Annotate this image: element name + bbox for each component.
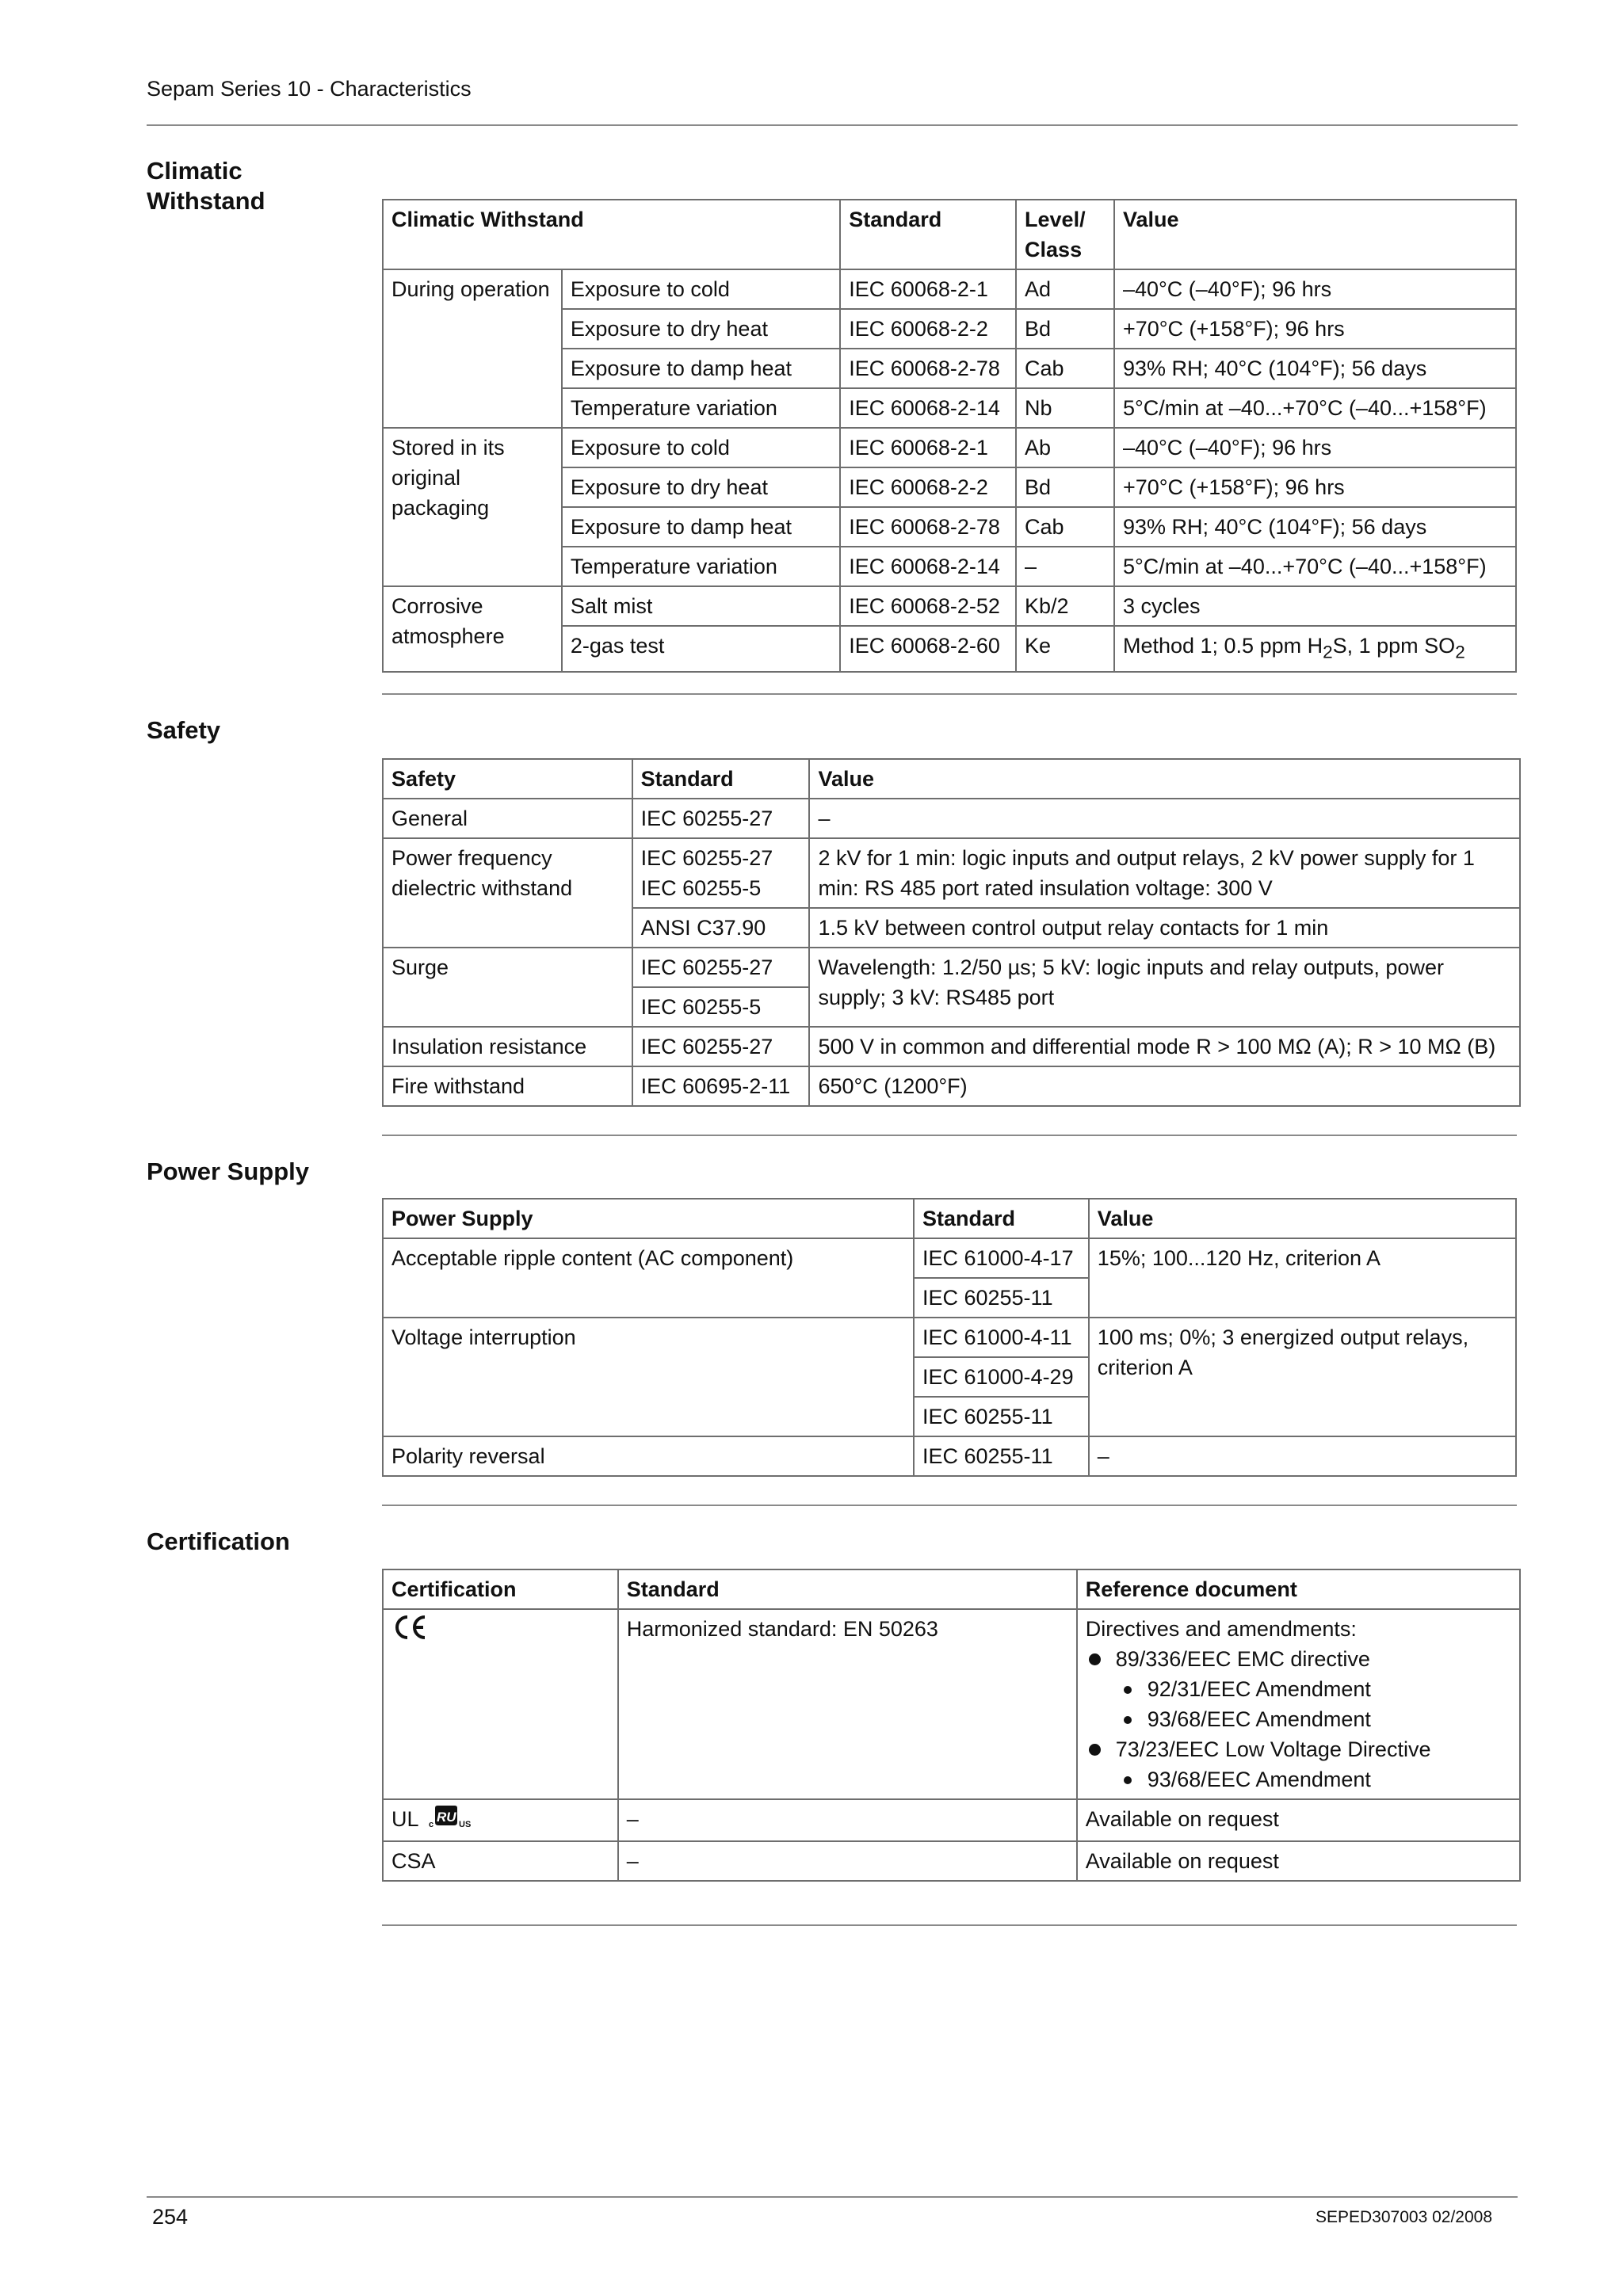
climatic-table: [382, 199, 1517, 673]
value-cell: 3 cycles: [1114, 586, 1516, 626]
section-rule: [382, 1135, 1517, 1136]
section-title-power-supply: Power Supply: [147, 1158, 309, 1185]
column-header: Standard: [632, 759, 810, 799]
svg-text:US: US: [459, 1819, 472, 1829]
level-cell: Bd: [1016, 467, 1114, 507]
level-cell: Ab: [1016, 428, 1114, 467]
standard-cell: ANSI C37.90: [632, 908, 810, 948]
certification-cell: [383, 1799, 618, 1841]
standard-cell: –: [618, 1799, 1077, 1841]
value-cell: +70°C (+158°F); 96 hrs: [1114, 467, 1516, 507]
test-cell: Exposure to damp heat: [562, 349, 840, 388]
value-cell: +70°C (+158°F); 96 hrs: [1114, 309, 1516, 349]
table-row: [383, 428, 1516, 467]
table-row: [383, 1318, 1516, 1357]
standard-cell: IEC 60255-11: [914, 1278, 1089, 1318]
list-item: 93/68/EEC Amendment: [1086, 1704, 1511, 1734]
test-cell: Power frequency dielectric withstand: [383, 838, 632, 948]
header-rule: [147, 124, 1518, 126]
group-label: Stored in its original packaging: [383, 428, 562, 586]
section-title-certification: Certification: [147, 1527, 290, 1555]
value-cell: 100 ms; 0%; 3 energized output relays, criterion A: [1089, 1318, 1516, 1436]
column-header: Standard: [618, 1569, 1077, 1609]
table-header-row: [383, 1569, 1520, 1609]
table-row: [383, 1238, 1516, 1278]
level-cell: Bd: [1016, 309, 1114, 349]
table-row: [383, 1799, 1520, 1841]
safety-table: [382, 758, 1521, 1107]
table-row: [383, 799, 1520, 838]
table-row: [383, 269, 1516, 309]
certification-table: [382, 1569, 1521, 1882]
value-text: S, 1 ppm SO: [1332, 634, 1456, 658]
level-cell: Nb: [1016, 388, 1114, 428]
value-cell: 500 V in common and differential mode R > 100 MΩ (A); R > 10 MΩ (B): [809, 1027, 1520, 1066]
list-item: 89/336/EEC EMC directive: [1086, 1644, 1511, 1674]
section-rule: [382, 1924, 1517, 1926]
value-cell: [1114, 626, 1516, 672]
cul-us-mark-icon: [429, 1805, 473, 1836]
standard-cell: IEC 61000-4-29: [914, 1357, 1089, 1397]
standard-cell: IEC 60068-2-14: [840, 547, 1016, 586]
test-cell: Insulation resistance: [383, 1027, 632, 1066]
table-header-row: [383, 759, 1520, 799]
test-cell: Exposure to dry heat: [562, 467, 840, 507]
running-header: Sepam Series 10 - Characteristics: [147, 77, 472, 101]
test-cell: Exposure to dry heat: [562, 309, 840, 349]
test-cell: Exposure to cold: [562, 269, 840, 309]
list-item: 73/23/EEC Low Voltage Directive: [1086, 1734, 1511, 1764]
certification-cell: [383, 1609, 618, 1799]
ul-label: UL: [391, 1807, 418, 1831]
standard-cell: IEC 60255-11: [914, 1436, 1089, 1476]
standard-cell: Harmonized standard: EN 50263: [618, 1609, 1077, 1799]
level-cell: Cab: [1016, 349, 1114, 388]
table-row: [383, 1609, 1520, 1799]
standard-cell: IEC 60068-2-1: [840, 269, 1016, 309]
test-cell: Exposure to damp heat: [562, 507, 840, 547]
standard-cell: IEC 60068-2-2: [840, 309, 1016, 349]
test-cell: Surge: [383, 948, 632, 1027]
reference-cell: [1077, 1609, 1520, 1799]
section-title-climatic: Climatic Withstand: [147, 157, 265, 215]
subscript: 2: [1455, 642, 1465, 662]
standard-cell: IEC 60695-2-11: [632, 1066, 810, 1106]
value-cell: –40°C (–40°F); 96 hrs: [1114, 428, 1516, 467]
column-header: Climatic Withstand: [383, 200, 840, 269]
column-header: Standard: [840, 200, 1016, 269]
value-cell: 650°C (1200°F): [809, 1066, 1520, 1106]
reference-cell: Available on request: [1077, 1799, 1520, 1841]
column-header: Power Supply: [383, 1199, 914, 1238]
test-cell: Temperature variation: [562, 388, 840, 428]
svg-text:c: c: [429, 1819, 434, 1829]
footer-rule: [147, 2196, 1518, 2198]
standard-cell: IEC 60255-27: [632, 948, 810, 987]
value-cell: –: [1089, 1436, 1516, 1476]
test-cell: General: [383, 799, 632, 838]
level-cell: Kb/2: [1016, 586, 1114, 626]
column-header: Value: [809, 759, 1520, 799]
standard-cell: IEC 60068-2-78: [840, 349, 1016, 388]
standard-line: IEC 60255-5: [640, 876, 762, 900]
test-cell: Salt mist: [562, 586, 840, 626]
test-cell: Exposure to cold: [562, 428, 840, 467]
document-reference: SEPED307003 02/2008: [1315, 2208, 1492, 2226]
section-title-safety: Safety: [147, 716, 221, 744]
table-row: [383, 1066, 1520, 1106]
test-cell: Voltage interruption: [383, 1318, 914, 1436]
level-cell: Ad: [1016, 269, 1114, 309]
standard-cell: IEC 60255-11: [914, 1397, 1089, 1436]
test-cell: Fire withstand: [383, 1066, 632, 1106]
standard-cell: IEC 60255-5: [632, 987, 810, 1027]
group-label: Corrosive atmosphere: [383, 586, 562, 672]
value-cell: 93% RH; 40°C (104°F); 56 days: [1114, 349, 1516, 388]
standard-cell: IEC 60068-2-14: [840, 388, 1016, 428]
standard-cell: IEC 60068-2-52: [840, 586, 1016, 626]
column-header: Safety: [383, 759, 632, 799]
page-number: 254: [152, 2205, 189, 2229]
table-row: [383, 1436, 1516, 1476]
reference-intro: Directives and amendments:: [1085, 1617, 1357, 1641]
group-label: During operation: [383, 269, 562, 428]
column-header: Value: [1089, 1199, 1516, 1238]
standard-cell: IEC 60255-27: [632, 799, 810, 838]
table-row: [383, 948, 1520, 987]
list-item: 92/31/EEC Amendment: [1086, 1674, 1511, 1704]
section-rule: [382, 693, 1517, 695]
level-cell: Cab: [1016, 507, 1114, 547]
value-cell: –40°C (–40°F); 96 hrs: [1114, 269, 1516, 309]
value-cell: 5°C/min at –40...+70°C (–40...+158°F): [1114, 388, 1516, 428]
section-rule: [382, 1505, 1517, 1506]
test-cell: Acceptable ripple content (AC component): [383, 1238, 914, 1318]
table-row: [383, 1027, 1520, 1066]
list-item: 93/68/EEC Amendment: [1086, 1764, 1511, 1794]
value-cell: 2 kV for 1 min: logic inputs and output relays, 2 kV power supply for 1 min: RS 485 port rated insulation voltage: 300 V: [809, 838, 1520, 908]
standard-cell: –: [618, 1841, 1077, 1881]
table-row: [383, 586, 1516, 626]
subscript: 2: [1323, 642, 1333, 662]
svg-text:RU: RU: [437, 1809, 456, 1825]
reference-cell: Available on request: [1077, 1841, 1520, 1881]
column-header: Certification: [383, 1569, 618, 1609]
table-row: [383, 1841, 1520, 1881]
standard-cell: [632, 838, 810, 908]
directive-list: [1086, 1644, 1511, 1794]
test-cell: 2-gas test: [562, 626, 840, 672]
column-header: Level/ Class: [1016, 200, 1114, 269]
test-cell: Temperature variation: [562, 547, 840, 586]
standard-cell: IEC 61000-4-11: [914, 1318, 1089, 1357]
column-header: Reference document: [1077, 1569, 1520, 1609]
standard-cell: IEC 61000-4-17: [914, 1238, 1089, 1278]
standard-cell: IEC 60255-27: [632, 1027, 810, 1066]
standard-cell: IEC 60068-2-2: [840, 467, 1016, 507]
standard-cell: IEC 60068-2-1: [840, 428, 1016, 467]
value-cell: 5°C/min at –40...+70°C (–40...+158°F): [1114, 547, 1516, 586]
test-cell: Polarity reversal: [383, 1436, 914, 1476]
level-cell: Ke: [1016, 626, 1114, 672]
standard-cell: IEC 60068-2-78: [840, 507, 1016, 547]
value-cell: 1.5 kV between control output relay contacts for 1 min: [809, 908, 1520, 948]
standard-line: IEC 60255-27: [640, 846, 773, 870]
value-cell: 15%; 100...120 Hz, criterion A: [1089, 1238, 1516, 1318]
certification-cell: CSA: [383, 1841, 618, 1881]
table-row: [383, 838, 1520, 908]
column-header: Value: [1114, 200, 1516, 269]
level-cell: –: [1016, 547, 1114, 586]
standard-cell: IEC 60068-2-60: [840, 626, 1016, 672]
table-header-row: [383, 1199, 1516, 1238]
ce-mark-icon: [391, 1614, 428, 1649]
value-cell: Wavelength: 1.2/50 µs; 5 kV: logic inputs and relay outputs, power supply; 3 kV: RS485 port: [809, 948, 1520, 1027]
column-header: Standard: [914, 1199, 1089, 1238]
value-cell: 93% RH; 40°C (104°F); 56 days: [1114, 507, 1516, 547]
value-text: Method 1; 0.5 ppm H: [1122, 634, 1323, 658]
table-header-row: [383, 200, 1516, 269]
power-supply-table: [382, 1198, 1517, 1477]
value-cell: –: [809, 799, 1520, 838]
